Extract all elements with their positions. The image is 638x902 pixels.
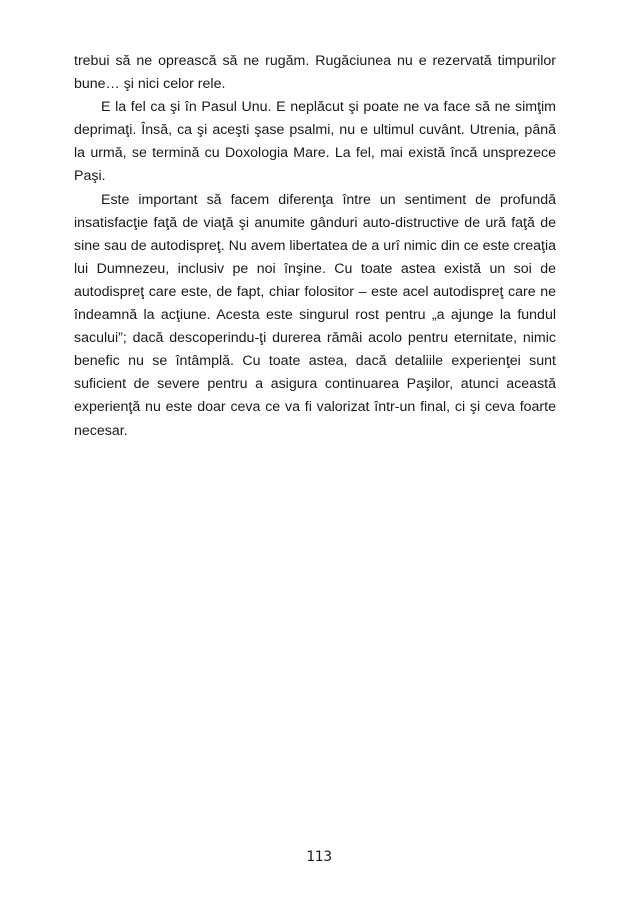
paragraph: Este important să facem diferenţa între un sentiment de profundă insatisfacţie faţă de viaţă şi anumite gânduri auto-distructive de ură faţă de sine sau de autodispreţ. Nu avem libertatea de a urî nimic din ce este creaţia lui Dumnezeu, inclusiv pe noi înşine. Cu toate astea există un soi de autodispreţ care este, de fapt, chiar folositor – este acel autodispreţ care ne îndeamnă la acţiune. Acesta este singurul rost pentru „a ajunge la fundul sacului”; dacă descoperindu-ţi durerea rămâi acolo pentru eternitate, nimic benefic nu se întâmplă. Cu toate astea, dacă detaliile experienţei sunt suficient de severe pentru a asigura continuarea Paşilor, atunci această experienţă nu este doar ceva ce va fi valorizat într-un final, ci şi ceva foarte necesar. xyxy=(74,191,556,439)
page-number: 113 xyxy=(306,849,332,865)
body-text xyxy=(74,50,556,443)
paragraph: E la fel ca şi în Pasul Unu. E neplăcut şi poate ne va face să ne simţim deprimaţi. Însă, ca şi aceşti şase psalmi, nu e ultimul cuvânt. Utrenia, până la urmă, se termină cu Doxologia Mare. La fel, mai există încă unsprezece Paşi. xyxy=(74,99,556,185)
paragraph-continuation: trebui să ne oprească să ne rugăm. Rugăciunea nu e rezervată timpurilor bune… şi nici celor rele. xyxy=(74,53,556,93)
